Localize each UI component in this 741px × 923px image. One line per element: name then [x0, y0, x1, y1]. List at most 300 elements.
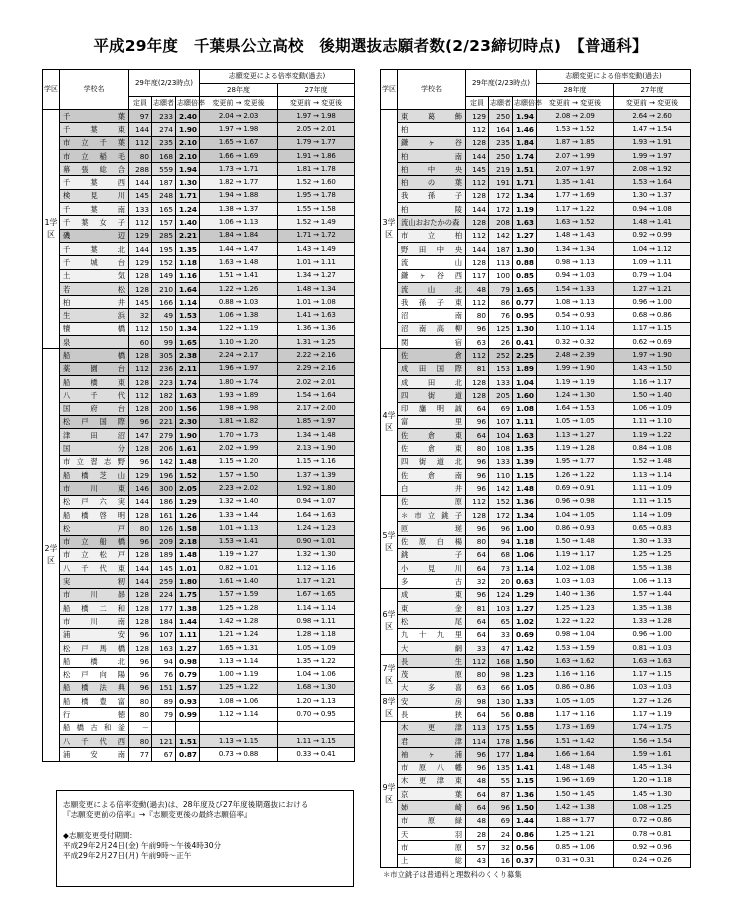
change-27-cell: 2.05 → 2.01 [278, 123, 355, 136]
change-27-cell: 1.11 → 1.15 [278, 734, 355, 747]
change-28-cell: 1.65 → 1.31 [200, 641, 278, 654]
change-28-cell: 1.80 → 1.74 [200, 375, 278, 388]
table-row [381, 588, 691, 601]
table-row [43, 681, 355, 694]
school-name-cell: 検見川 [60, 189, 129, 202]
before-after-header-27: 変更前 → 変更後 [614, 97, 691, 110]
change-27-cell: 1.79 → 1.77 [278, 136, 355, 149]
change-27-cell: 1.33 → 1.28 [614, 615, 691, 628]
change-27-cell: 0.92 → 0.96 [614, 841, 691, 854]
change-27-cell: 1.55 → 1.38 [614, 562, 691, 575]
school-name-cell: 銚子 [398, 548, 466, 561]
table-row [43, 508, 355, 521]
year27-header: 27年度 [614, 84, 691, 97]
change-27-cell: 0.79 → 1.04 [614, 269, 691, 282]
capacity-header: 定員 [466, 97, 489, 110]
school-name-cell: 木更津 [398, 721, 466, 734]
capacity-cell: 80 [129, 695, 152, 708]
capacity-cell: 63 [466, 336, 489, 349]
capacity-cell: 96 [466, 522, 489, 535]
capacity-cell: 112 [129, 216, 152, 229]
capacity-cell: 128 [466, 375, 489, 388]
applicants-cell: 24 [489, 828, 513, 841]
table-header [43, 70, 355, 110]
ratio-cell: 1.23 [513, 668, 537, 681]
applicants-header: 志願者 [152, 97, 176, 110]
ratio-cell: 2.30 [176, 415, 200, 428]
ratio-cell: 1.51 [513, 163, 537, 176]
change-27-cell: 1.35 → 1.22 [278, 655, 355, 668]
ratio-cell: 0.98 [176, 655, 200, 668]
change-28-cell: 1.81 → 1.82 [200, 415, 278, 428]
applicants-cell: 235 [489, 136, 513, 149]
change-28-cell: 1.48 → 1.43 [537, 229, 614, 242]
table-row [43, 402, 355, 415]
school-name-cell: 犢橋 [60, 322, 129, 335]
table-row [43, 455, 355, 468]
change-27-cell: 0.98 → 1.11 [278, 615, 355, 628]
change-27-cell: 1.36 → 1.36 [278, 322, 355, 335]
table-row [381, 216, 691, 229]
ratio-cell: 1.75 [176, 588, 200, 601]
applicants-cell: 208 [489, 216, 513, 229]
capacity-cell: 28 [466, 828, 489, 841]
school-name-cell: 鎌ヶ谷 [398, 136, 466, 149]
change-28-cell: 1.42 → 1.38 [537, 801, 614, 814]
change-28-cell: 1.63 → 1.62 [537, 655, 614, 668]
school-name-cell: 船橋古和釜 [60, 721, 129, 734]
capacity-cell: 128 [129, 641, 152, 654]
capacity-cell: 64 [466, 708, 489, 721]
ratio-cell: 0.41 [513, 336, 537, 349]
applicants-cell: 126 [152, 522, 176, 535]
table-row [43, 535, 355, 548]
applicants-cell: 195 [152, 242, 176, 255]
applicants-cell: 189 [152, 548, 176, 561]
applicants-cell: 223 [152, 375, 176, 388]
applicants-cell: 149 [152, 269, 176, 282]
capacity-cell: － [129, 721, 152, 734]
change-27-cell: 2.08 → 1.92 [614, 163, 691, 176]
change-28-cell: 1.63 → 1.52 [537, 216, 614, 229]
table-row [43, 362, 355, 375]
change-28-cell: 1.19 → 1.28 [537, 442, 614, 455]
change-28-cell: 1.40 → 1.36 [537, 588, 614, 601]
capacity-cell: 128 [129, 282, 152, 295]
ratio-cell: 1.38 [176, 601, 200, 614]
change-27-cell: 1.08 → 1.25 [614, 801, 691, 814]
capacity-cell: 64 [466, 615, 489, 628]
table-row [381, 322, 691, 335]
change-27-cell: 0.96 → 1.00 [614, 628, 691, 641]
capacity-cell: 80 [466, 535, 489, 548]
table-row [381, 242, 691, 255]
school-name-cell: 松戸向陽 [60, 668, 129, 681]
applicants-cell: 124 [489, 588, 513, 601]
before-after-header-27: 変更前 → 変更後 [278, 97, 355, 110]
applicants-cell: 224 [152, 588, 176, 601]
ratio-cell: 1.33 [513, 695, 537, 708]
school-name-cell: 浦安南 [60, 748, 129, 761]
ratio-cell: 1.90 [176, 123, 200, 136]
ratio-cell: 0.93 [176, 695, 200, 708]
change-27-cell: 0.96 → 1.00 [614, 296, 691, 309]
change-27-cell: 0.78 → 0.81 [614, 828, 691, 841]
ratio-cell: 1.53 [176, 309, 200, 322]
ratio-cell: 1.35 [513, 442, 537, 455]
capacity-cell: 96 [129, 455, 152, 468]
note-line: 『志願変更前の倍率』→『志願変更後の最終志願倍率』 [63, 810, 252, 820]
ratio-cell: 1.35 [176, 242, 200, 255]
change-28-cell: 1.57 → 1.59 [200, 588, 278, 601]
capacity-cell: 48 [466, 814, 489, 827]
change-27-cell: 1.30 → 1.33 [614, 535, 691, 548]
change-27-cell: 1.06 → 1.09 [614, 402, 691, 415]
applicants-cell: 76 [489, 309, 513, 322]
table-row [381, 375, 691, 388]
change-28-cell: 0.31 → 0.31 [537, 854, 614, 867]
change-28-cell: 1.25 → 1.28 [200, 601, 278, 614]
footnote: ＊市立銚子は普通科と理数科のくくり募集 [383, 870, 522, 879]
capacity-cell: 145 [466, 163, 489, 176]
ratio-cell: 1.05 [513, 681, 537, 694]
change-28-cell: 1.53 → 1.41 [200, 535, 278, 548]
applicants-cell: 94 [489, 535, 513, 548]
capacity-cell: 57 [466, 841, 489, 854]
change-27-cell: 1.17 → 1.15 [614, 322, 691, 335]
table-row [43, 389, 355, 402]
change-28-cell: 1.15 → 1.20 [200, 455, 278, 468]
table-row [381, 123, 691, 136]
ratio-cell: 2.11 [176, 362, 200, 375]
ratio-header: 志願倍率 [176, 97, 200, 110]
capacity-cell: 112 [466, 655, 489, 668]
table-row [43, 721, 355, 734]
ratio-cell: 1.44 [176, 615, 200, 628]
school-name-cell: 市原緑 [398, 814, 466, 827]
ratio-cell: 1.16 [176, 269, 200, 282]
change-28-cell: 2.08 → 2.09 [537, 110, 614, 123]
applicants-cell: 94 [152, 655, 176, 668]
ratio-cell: 1.74 [176, 375, 200, 388]
table-row [381, 203, 691, 216]
change-28-cell: 1.51 → 1.41 [200, 269, 278, 282]
school-name-cell: 市原 [398, 841, 466, 854]
applicants-cell: 130 [489, 695, 513, 708]
table-row [381, 163, 691, 176]
school-name-cell: 関宿 [398, 336, 466, 349]
capacity-cell: 32 [466, 575, 489, 588]
change-28-cell: 1.16 → 1.16 [537, 668, 614, 681]
table-row [381, 508, 691, 521]
ratio-cell: 1.51 [176, 734, 200, 747]
change-27-cell: 1.11 → 1.10 [614, 415, 691, 428]
ratio-cell: 1.58 [176, 522, 200, 535]
change-28-cell: 1.10 → 1.14 [537, 322, 614, 335]
applicants-cell: 161 [152, 508, 176, 521]
school-name-cell: 松戸 [60, 522, 129, 535]
school-name-cell: 上総 [398, 854, 466, 867]
applicants-cell: 172 [489, 189, 513, 202]
table-row [381, 721, 691, 734]
applicants-cell: 26 [489, 336, 513, 349]
capacity-cell: 98 [466, 695, 489, 708]
change-27-cell: 1.91 → 1.86 [278, 149, 355, 162]
capacity-cell: 128 [466, 256, 489, 269]
applicants-cell: 153 [489, 362, 513, 375]
applicants-cell: 33 [489, 628, 513, 641]
school-name-cell: 小見川 [398, 562, 466, 575]
ratio-cell: 1.74 [513, 149, 537, 162]
table-row [381, 469, 691, 482]
applicants-cell: 175 [489, 721, 513, 734]
school-name-cell: 市川昴 [60, 588, 129, 601]
table-row [43, 469, 355, 482]
change-27-cell: 1.53 → 1.64 [614, 176, 691, 189]
change-27-cell: 1.35 → 1.38 [614, 601, 691, 614]
change-28-cell: 1.02 → 1.08 [537, 562, 614, 575]
table-row [381, 668, 691, 681]
applicants-cell: 165 [152, 203, 176, 216]
table-row [381, 176, 691, 189]
change-28-cell: 1.73 → 1.71 [200, 163, 278, 176]
applicants-cell: 210 [152, 282, 176, 295]
change-28-cell: 0.54 → 0.93 [537, 309, 614, 322]
capacity-cell: 144 [129, 176, 152, 189]
capacity-cell: 128 [129, 375, 152, 388]
school-name-cell: 松戸六実 [60, 495, 129, 508]
ratio-cell: 1.60 [513, 389, 537, 402]
school-name-cell: 市立稲毛 [60, 149, 129, 162]
table-row [381, 575, 691, 588]
capacity-cell: 80 [466, 668, 489, 681]
change-28-cell: 1.32 → 1.40 [200, 495, 278, 508]
table-row [43, 256, 355, 269]
table-row [381, 601, 691, 614]
school-name-cell: 八千代 [60, 389, 129, 402]
capacity-cell: 114 [466, 734, 489, 747]
change-27-cell: 1.06 → 1.13 [614, 575, 691, 588]
table-row [43, 575, 355, 588]
current-year-header: 29年度(2/23時点) [466, 70, 537, 97]
school-name-cell: 鎌ヶ谷西 [398, 269, 466, 282]
table-row [381, 841, 691, 854]
ratio-cell: 2.21 [176, 229, 200, 242]
change-28-cell: 1.03 → 1.03 [537, 575, 614, 588]
ratio-header: 志願倍率 [513, 97, 537, 110]
school-name-cell: 東葛飾 [398, 110, 466, 123]
applicants-cell: 32 [489, 841, 513, 854]
school-name-cell: 柏南 [398, 149, 466, 162]
capacity-cell: 128 [466, 508, 489, 521]
change-27-cell: 1.32 → 1.30 [278, 548, 355, 561]
school-name-cell: 市川東 [60, 482, 129, 495]
ratio-cell: 0.86 [513, 828, 537, 841]
change-27-cell: 1.55 → 1.58 [278, 203, 355, 216]
ratio-cell: 2.10 [176, 136, 200, 149]
change-28-cell: 1.34 → 1.34 [537, 242, 614, 255]
ratio-cell: 1.29 [176, 495, 200, 508]
table-row [43, 695, 355, 708]
note-line [63, 821, 347, 831]
capacity-cell: 145 [129, 189, 152, 202]
applicants-cell: 89 [152, 695, 176, 708]
table-row [381, 788, 691, 801]
applicants-cell: 142 [152, 455, 176, 468]
ratio-cell: 1.30 [176, 176, 200, 189]
school-name-cell: 富里 [398, 415, 466, 428]
table-row [381, 548, 691, 561]
change-group-header: 志願変更による倍率変動(過去) [537, 70, 691, 84]
change-27-cell: 1.01 → 1.08 [278, 296, 355, 309]
school-name-cell: 東金 [398, 601, 466, 614]
capacity-cell: 64 [466, 801, 489, 814]
applicants-cell: 100 [489, 269, 513, 282]
table-row [381, 774, 691, 787]
school-name-cell: 成田北 [398, 375, 466, 388]
school-name-cell: 佐原白楊 [398, 535, 466, 548]
ratio-cell: 1.02 [513, 615, 537, 628]
note-line: 平成29年2月27日(月) 午前9時～正午 [63, 851, 192, 861]
school-name-cell: 柏 [398, 123, 466, 136]
change-27-cell: 1.16 → 1.17 [614, 375, 691, 388]
ratio-cell: 1.84 [513, 748, 537, 761]
change-28-cell: 0.96 → 0.98 [537, 495, 614, 508]
school-name-cell: ＊市立銚子 [398, 508, 466, 521]
school-name-cell: 大多喜 [398, 681, 466, 694]
ratio-cell: 1.48 [176, 455, 200, 468]
school-name-cell: 若松 [60, 282, 129, 295]
capacity-cell: 128 [466, 216, 489, 229]
table-row [381, 282, 691, 295]
applicants-cell: 178 [489, 734, 513, 747]
ratio-cell: 0.77 [513, 296, 537, 309]
capacity-cell: 112 [129, 389, 152, 402]
change-28-cell: 1.50 → 1.45 [537, 788, 614, 801]
applicants-cell: 305 [152, 349, 176, 362]
capacity-cell: 128 [129, 269, 152, 282]
area-cell: 3学区 [381, 110, 398, 349]
change-27-cell: 0.70 → 0.95 [278, 708, 355, 721]
table-row [381, 641, 691, 654]
change-28-cell: 1.54 → 1.33 [537, 282, 614, 295]
change-27-cell: 1.14 → 1.09 [614, 508, 691, 521]
capacity-cell: 64 [466, 429, 489, 442]
school-name-cell: 佐倉南 [398, 469, 466, 482]
ratio-cell: 2.25 [513, 349, 537, 362]
change-28-cell: 1.64 → 1.53 [537, 402, 614, 415]
ratio-cell: 1.41 [513, 761, 537, 774]
applicants-cell: 274 [152, 123, 176, 136]
table-row [43, 628, 355, 641]
capacity-cell: 33 [466, 641, 489, 654]
change-28-cell: 1.08 → 1.06 [200, 695, 278, 708]
change-27-cell: 1.74 → 1.75 [614, 721, 691, 734]
capacity-cell: 96 [129, 628, 152, 641]
table-row [381, 309, 691, 322]
change-28-cell: 1.96 → 1.69 [537, 774, 614, 787]
applicants-cell: 250 [489, 149, 513, 162]
capacity-cell: 96 [466, 588, 489, 601]
change-27-cell: 1.50 → 1.40 [614, 389, 691, 402]
change-27-cell: 0.90 → 1.01 [278, 535, 355, 548]
ratio-cell: 1.63 [513, 216, 537, 229]
capacity-cell: 96 [466, 482, 489, 495]
ratio-cell: 1.36 [513, 788, 537, 801]
change-28-cell: 1.50 → 1.48 [537, 535, 614, 548]
school-name-cell: 千葉女子 [60, 216, 129, 229]
capacity-cell: 144 [466, 242, 489, 255]
table-row [381, 110, 691, 123]
change-28-cell: 2.07 → 1.97 [537, 163, 614, 176]
change-group-header: 志願変更による倍率変動(過去) [200, 70, 355, 84]
table-row [43, 668, 355, 681]
table-row [43, 229, 355, 242]
applicants-cell: 166 [152, 296, 176, 309]
school-name-cell: 佐倉東 [398, 442, 466, 455]
table-body-left [43, 110, 355, 762]
area-header: 学区 [43, 70, 60, 110]
school-name-cell: 流山おおたかの森 [398, 216, 466, 229]
ratio-cell: 0.69 [513, 628, 537, 641]
table-row [381, 801, 691, 814]
applicants-cell: 205 [489, 389, 513, 402]
table-row [381, 389, 691, 402]
capacity-cell: 112 [129, 322, 152, 335]
change-28-cell: 1.38 → 1.37 [200, 203, 278, 216]
table-row [381, 814, 691, 827]
ratio-cell: 1.19 [513, 203, 537, 216]
change-28-cell: 1.98 → 1.98 [200, 402, 278, 415]
area-cell: 6学区 [381, 588, 398, 654]
change-27-cell: 1.92 → 1.80 [278, 482, 355, 495]
applicants-cell: 163 [152, 641, 176, 654]
change-27-cell: 1.03 → 1.03 [614, 681, 691, 694]
table-row [381, 362, 691, 375]
ratio-cell: 1.57 [176, 681, 200, 694]
applicants-cell: 209 [152, 535, 176, 548]
change-28-cell: 1.26 → 1.22 [537, 469, 614, 482]
change-27-cell: 1.59 → 1.61 [614, 748, 691, 761]
table-row [43, 336, 355, 349]
area-cell: 2学区 [43, 349, 60, 761]
change-28-cell: 0.82 → 1.01 [200, 562, 278, 575]
change-28-cell: 1.44 → 1.47 [200, 242, 278, 255]
change-28-cell: 2.04 → 2.03 [200, 110, 278, 123]
school-name-cell: 市原八幡 [398, 761, 466, 774]
applicants-cell: 73 [489, 562, 513, 575]
school-name-cell: 千葉南 [60, 203, 129, 216]
applicants-cell: 182 [152, 389, 176, 402]
change-28-cell: 1.87 → 1.85 [537, 136, 614, 149]
applicants-cell: 20 [489, 575, 513, 588]
change-27-cell: 1.17 → 1.21 [278, 575, 355, 588]
applicants-cell: 113 [489, 256, 513, 269]
table-row [381, 189, 691, 202]
school-name-cell: 九十九里 [398, 628, 466, 641]
school-name-cell: 国府台 [60, 402, 129, 415]
applicants-cell: 108 [489, 442, 513, 455]
applicants-cell: 79 [489, 282, 513, 295]
table-row [43, 176, 355, 189]
change-28-cell: 1.51 → 1.42 [537, 734, 614, 747]
school-name-cell: 袖ヶ浦 [398, 748, 466, 761]
change-27-cell: 1.12 → 1.16 [278, 562, 355, 575]
ratio-cell: 1.34 [513, 508, 537, 521]
current-year-header: 29年度(2/23時点) [129, 70, 200, 97]
applicants-cell: 16 [489, 854, 513, 867]
applicants-cell: 56 [489, 708, 513, 721]
